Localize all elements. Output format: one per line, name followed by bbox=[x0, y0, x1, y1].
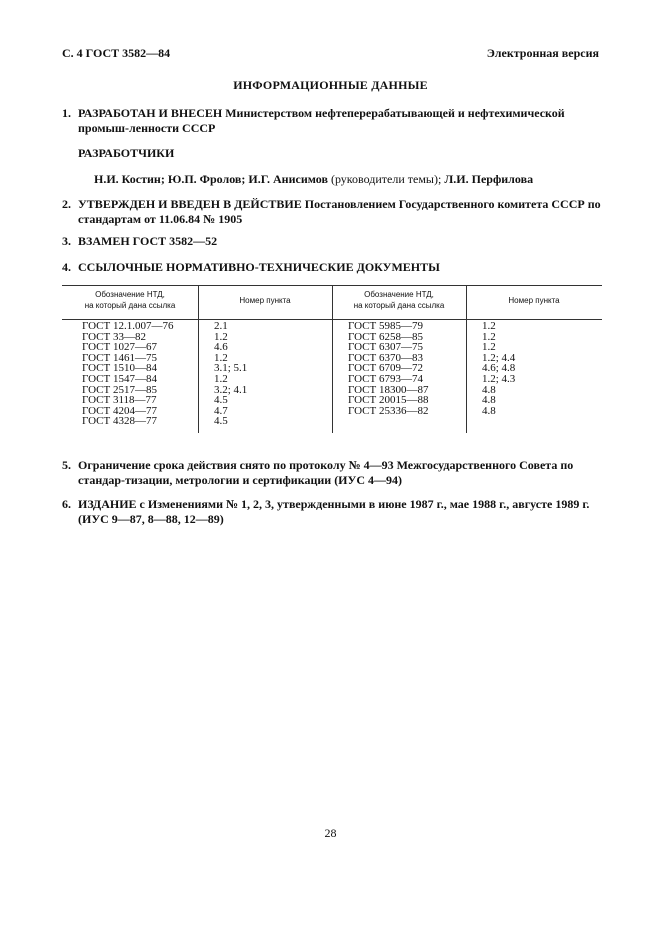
item-number: 1. bbox=[62, 106, 71, 120]
header-clause-right: Номер пункта bbox=[508, 296, 560, 305]
table-cell: 1.2; 4.3 bbox=[482, 372, 516, 385]
header-designation-right bbox=[332, 289, 466, 311]
table-cell: 1.2 bbox=[482, 320, 496, 332]
header-line: Обозначение НТД, bbox=[364, 290, 434, 299]
table-cell: ГОСТ 33—82 bbox=[82, 330, 146, 343]
item-text: ВЗАМЕН ГОСТ 3582—52 bbox=[78, 234, 218, 248]
table-cell: 4.5 bbox=[214, 415, 228, 428]
table-cell: ГОСТ 6307—75 bbox=[348, 341, 423, 354]
table-cell: 4.6; 4.8 bbox=[482, 362, 516, 375]
item-number: 4. bbox=[62, 260, 71, 274]
info-item-5 bbox=[62, 458, 602, 488]
table-cell: 3.1; 5.1 bbox=[214, 362, 248, 375]
table-divider bbox=[466, 285, 467, 433]
table-cell: 2.1 bbox=[214, 320, 228, 332]
table-cell: 3.2; 4.1 bbox=[214, 383, 248, 396]
info-item-2 bbox=[62, 197, 602, 227]
header-clause-left: Номер пункта bbox=[239, 296, 291, 305]
item-text: ИЗДАНИЕ с Изменениями № 1, 2, 3, утвержденными в июне 1987 г., мае 1988 г., августе 1989 г. (ИУС 9—87, 8—88, 12—89) bbox=[78, 497, 590, 526]
table-cell: 1.2 bbox=[482, 341, 496, 354]
table-cell: ГОСТ 20015—88 bbox=[348, 394, 429, 407]
table-cell: ГОСТ 6370—83 bbox=[348, 351, 423, 364]
page-number: 28 bbox=[324, 826, 337, 840]
developers-role: (руководители темы); bbox=[330, 172, 442, 186]
table-cell: 4.7 bbox=[214, 404, 228, 417]
table-divider bbox=[198, 319, 199, 433]
header-standard-ref: С. 4 ГОСТ 3582—84 bbox=[62, 46, 171, 60]
table-cell: 1.2 bbox=[214, 330, 228, 343]
table-cell: ГОСТ 6709—72 bbox=[348, 362, 423, 375]
item-text: РАЗРАБОТАН И ВНЕСЕН Министерством нефтеперерабатывающей и нефтехимической промыш-ленности СССР bbox=[78, 106, 565, 135]
table-cell: ГОСТ 1461—75 bbox=[82, 351, 157, 364]
reference-documents-table bbox=[62, 285, 602, 433]
table-cell: ГОСТ 5985—79 bbox=[348, 320, 423, 332]
developers-last: Л.И. Перфилова bbox=[444, 172, 534, 186]
table-cell: ГОСТ 1547—84 bbox=[82, 372, 157, 385]
header-line: на который дана ссылка bbox=[353, 301, 445, 310]
header-version: Электронная версия bbox=[486, 46, 599, 60]
table-cell: 4.5 bbox=[214, 394, 228, 407]
table-cell: ГОСТ 4328—77 bbox=[82, 415, 157, 428]
table-cell: ГОСТ 12.1.007—76 bbox=[82, 320, 174, 332]
table-cell: 4.8 bbox=[482, 383, 496, 396]
right-clause-column bbox=[482, 321, 515, 416]
developers-names: Н.И. Костин; Ю.П. Фролов; И.Г. Анисимов bbox=[94, 172, 328, 186]
table-cell: ГОСТ 6258—85 bbox=[348, 330, 423, 343]
header-line: на который дана ссылка bbox=[84, 301, 176, 310]
info-item-6 bbox=[62, 497, 602, 527]
right-doc-column bbox=[348, 321, 428, 416]
table-cell: 4.8 bbox=[482, 404, 496, 417]
table-cell: ГОСТ 2517—85 bbox=[82, 383, 157, 396]
left-clause-column bbox=[214, 321, 247, 427]
left-doc-column bbox=[82, 321, 173, 427]
table-cell: ГОСТ 6793—74 bbox=[348, 372, 423, 385]
table-cell: 4.6 bbox=[214, 341, 228, 354]
table-cell: 4.8 bbox=[482, 394, 496, 407]
developers-list bbox=[94, 172, 533, 187]
table-cell: 1.2; 4.4 bbox=[482, 351, 516, 364]
item-number: 3. bbox=[62, 234, 71, 248]
item-number: 5. bbox=[62, 458, 71, 472]
info-item-1 bbox=[62, 106, 602, 136]
item-number: 6. bbox=[62, 497, 71, 511]
item-number: 2. bbox=[62, 197, 71, 211]
table-cell: ГОСТ 18300—87 bbox=[348, 383, 429, 396]
table-cell: ГОСТ 1027—67 bbox=[82, 341, 157, 354]
table-cell: ГОСТ 25336—82 bbox=[348, 404, 429, 417]
table-cell: ГОСТ 4204—77 bbox=[82, 404, 157, 417]
page-title: ИНФОРМАЦИОННЫЕ ДАННЫЕ bbox=[233, 78, 428, 92]
item-text: УТВЕРЖДЕН И ВВЕДЕН В ДЕЙСТВИЕ Постановлением Государственного комитета СССР по стандартам от 11.06.84 № 1905 bbox=[78, 197, 601, 226]
table-cell: 1.2 bbox=[482, 330, 496, 343]
table-cell: 1.2 bbox=[214, 372, 228, 385]
table-cell: 1.2 bbox=[214, 351, 228, 364]
table-cell: ГОСТ 1510—84 bbox=[82, 362, 157, 375]
item-text: Ограничение срока действия снято по протоколу № 4—93 Межгосударственного Совета по стандар-тизации, метрологии и сертификации (ИУС 4—94) bbox=[78, 458, 574, 487]
developers-heading: РАЗРАБОТЧИКИ bbox=[78, 146, 175, 160]
table-cell: ГОСТ 3118—77 bbox=[82, 394, 157, 407]
header-line: Обозначение НТД, bbox=[95, 290, 165, 299]
header-designation-left bbox=[62, 289, 198, 311]
info-item-4 bbox=[62, 260, 602, 275]
info-item-3 bbox=[62, 234, 602, 249]
item-text: ССЫЛОЧНЫЕ НОРМАТИВНО-ТЕХНИЧЕСКИЕ ДОКУМЕНТЫ bbox=[78, 260, 440, 274]
